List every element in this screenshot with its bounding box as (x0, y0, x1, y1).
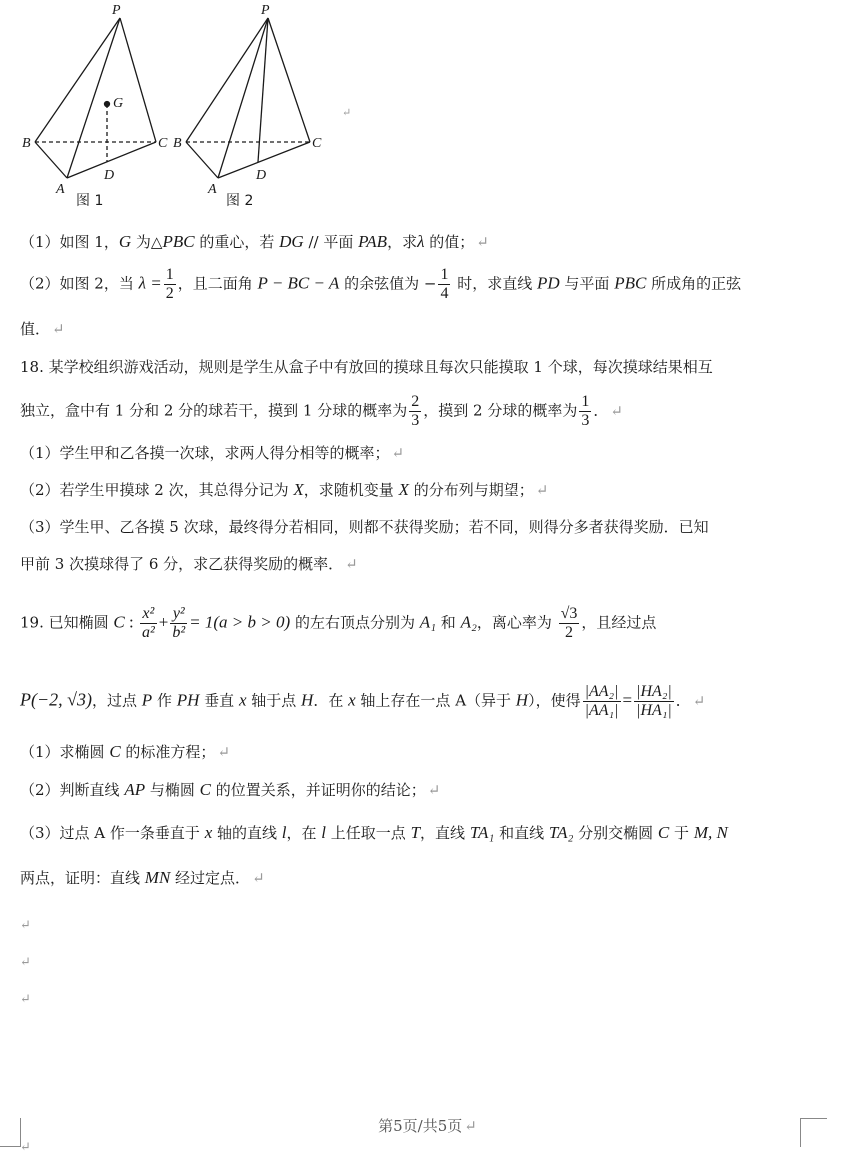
fig1-label-d: D (104, 168, 115, 183)
blank-paragraph-mark: ↵ (20, 955, 31, 970)
fraction-aa2-aa1: $\frac{\text{|AA₂|}}{\text{|AA₁|}}$ (584, 683, 619, 719)
q19-intro-1: 19. 已知椭圆 C : $\frac{\text{x²}}{\text{a²}}$ + $\frac{\text{y²}}{\text{b²}}$ = 1(a > b > 0) 的左右顶点分别为 A₁ 和 A₂，离心率为 $\frac{√3}{2}$ ，且经过点 (20, 605, 657, 641)
q19-intro-2: P(−2, √3)，过点 P 作 PH 垂直 x 轴于点 H．在 x 轴上存在一点 A（异于 H），使得 $\frac{\text{|AA₂|}}{\text{|AA₁|}}$ = $\frac{\text{|HA₂|}}{\text{|HA₁|}}$ ． ↵ (20, 683, 706, 719)
q19-part3: （3）过点 A 作一条垂直于 x 轴的直线 l，在 l 上任取一点 T，直线 TA₁ 和直线 TA₂ 分别交椭圆 C 于 M, N (20, 823, 728, 842)
fig1-label-p: P (112, 3, 121, 18)
figure-1 (35, 18, 156, 178)
fig2-label-a: A (208, 182, 217, 197)
fig1-caption: 图 1 (76, 193, 104, 209)
fig2-label-b: B (173, 136, 182, 151)
q17-part2-cont: 值． ↵ (20, 320, 65, 338)
fig2-label-p: P (261, 3, 270, 18)
fig1-label-g: G (113, 96, 124, 111)
blank-paragraph-mark: ↵ (20, 992, 31, 1007)
page-footer: 第5页/共5页 ↵ (378, 1117, 477, 1135)
fig2-label-d: D (256, 168, 267, 183)
fraction-ha2-ha1: $\frac{\text{|HA₂|}}{\text{|HA₁|}}$ (636, 683, 672, 719)
q17-part1: （1）如图 1，G 为△PBC 的重心，若 DG // 平面 PAB，求λ 的值； ↵ (20, 232, 489, 251)
fraction-two-thirds: $\frac{2}{3}$ (411, 393, 420, 429)
q18-part3-cont: 甲前 3 次摸球得了 6 分，求乙获得奖励的概率． ↵ (20, 555, 358, 573)
q18-intro-1: 18. 某学校组织游戏活动，规则是学生从盒子中有放回的摸球且每次只能摸取 1 个球，每次摸球结果相互 (20, 358, 713, 376)
q18-intro-2: 独立，盒中有 1 分和 2 分的球若干，摸到 1 分球的概率为 $\frac{2}{3}$ ，摸到 2 分球的概率为 $\frac{1}{3}$ ． ↵ (20, 393, 623, 429)
paragraph-mark: ↵ (342, 106, 352, 119)
q18-part3: （3）学生甲、乙各摸 5 次球，最终得分若相同，则都不获得奖励；若不同，则得分多者获得奖励．已知 (20, 518, 709, 536)
page-number: 第5页/共5页 (378, 1117, 463, 1135)
fraction-eccentricity: $\frac{√3}{2}$ (560, 605, 578, 641)
fig1-label-c: C (158, 136, 168, 151)
q17-part2: （2）如图 2，当 λ = $\frac{1}{2}$ ，且二面角 P − BC − A 的余弦值为 − $\frac{1}{4}$ 时，求直线 PD 与平面 PBC 所成角的正弦 (20, 266, 742, 302)
q19-part1: （1）求椭圆 C 的标准方程； ↵ (20, 742, 231, 761)
figures (0, 0, 360, 215)
q19-part2: （2）判断直线 AP 与椭圆 C 的位置关系，并证明你的结论； ↵ (20, 780, 441, 799)
fraction-one-quarter: $\frac{1}{4}$ (440, 266, 449, 302)
q18-part1: （1）学生甲和乙各摸一次球，求两人得分相等的概率； ↵ (20, 444, 405, 462)
blank-paragraph-mark: ↵ (20, 1140, 31, 1155)
fraction-one-half: $\frac{1}{2}$ (165, 266, 174, 302)
fig1-label-a: A (56, 182, 65, 197)
fig2-label-c: C (312, 136, 322, 151)
q19-part3-cont: 两点，证明：直线 MN 经过定点． ↵ (20, 868, 265, 887)
fig1-label-b: B (22, 136, 31, 151)
blank-paragraph-mark: ↵ (20, 918, 31, 933)
figure-2 (186, 18, 310, 178)
fig2-caption: 图 2 (226, 193, 254, 209)
q18-part2: （2）若学生甲摸球 2 次，其总得分记为 X，求随机变量 X 的分布列与期望； ↵ (20, 480, 549, 499)
fraction-x2-a2: $\frac{\text{x²}}{\text{a²}}$ (141, 605, 155, 641)
fraction-one-third: $\frac{1}{3}$ (581, 393, 590, 429)
fraction-y2-b2: $\frac{\text{y²}}{\text{b²}}$ (172, 605, 186, 641)
